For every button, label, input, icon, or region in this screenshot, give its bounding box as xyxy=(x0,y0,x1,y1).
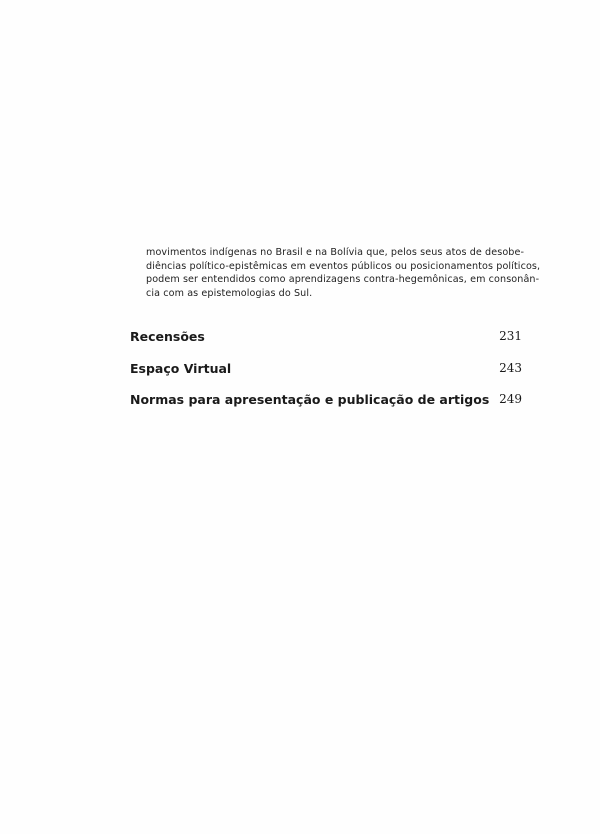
toc-entry-normas[interactable] xyxy=(130,392,522,410)
toc-entry-espaco-virtual[interactable] xyxy=(130,361,522,379)
toc-entry-title: Espaço Virtual xyxy=(130,361,232,376)
toc-entry-page-number: 231 xyxy=(499,329,522,343)
abstract-line: cia com as epistemologias do Sul. xyxy=(146,287,313,299)
toc-entry-page-number: 249 xyxy=(499,392,522,406)
abstract-line: movimentos indígenas no Brasil e na Bolívia que, pelos seus atos de desobe- xyxy=(146,247,525,258)
toc-entry-page-number: 243 xyxy=(499,361,522,375)
abstract-continuation xyxy=(146,246,541,300)
toc-entry-recensoes[interactable] xyxy=(130,329,522,347)
toc-entry-title: Recensões xyxy=(130,329,205,344)
toc-entry-title: Normas para apresentação e publicação de artigos xyxy=(130,392,490,407)
abstract-line: diências político-epistêmicas em eventos públicos ou posicionamentos políticos, xyxy=(146,260,541,272)
abstract-line: podem ser entendidos como aprendizagens contra-hegemônicas, em consonân- xyxy=(146,274,540,285)
